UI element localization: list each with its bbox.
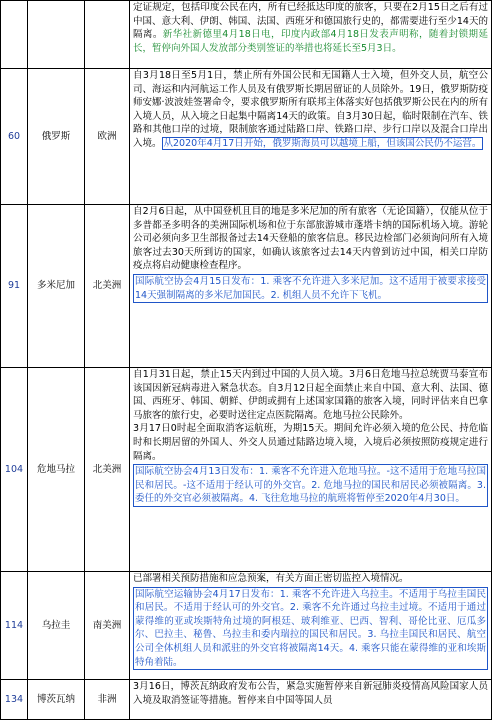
policy-content — [130, 1, 492, 69]
country-name: 乌拉圭 — [28, 572, 85, 680]
policy-content — [130, 69, 492, 205]
region-name: 欧洲 — [85, 69, 130, 205]
region-name: 北美洲 — [85, 205, 130, 368]
country-name — [28, 1, 85, 69]
row-number: 104 — [1, 368, 28, 572]
highlighted-update: 从2020年4月17日开始，俄罗斯海员可以越境上船，但该国公民仍不运营。 — [163, 137, 482, 149]
policy-text: 自1月31日起，禁止15天内到过中国的人员入境。3月6日危地马拉总统贾马泰宣布该国因新冠病毒进入紧急状态。自3月12日起全面禁止来自中国、意大利、法国、德国、西班牙、韩国、朝鲜、伊朗或拥有上述国家国籍的旅客入境，同时评估来自巴拿马旅客的旅行史，必要时送往定点医院隔离。危地马拉公民除外。 — [133, 369, 488, 421]
row-number: 134 — [1, 680, 28, 720]
policy-text: 定证规定，包括印度公民在内，所有已经抵达印度的旅客，只要在2月15日之后有过中国、意大利、伊朗、韩国、法国、西班牙和德国旅行史的，都需要进行至少14天的隔离。新华社新德里4月18日电，印度内政部4月18日发表声明称，随着封锁期延长，暂停向外国人发放部分类别签证的举措也将延长至5月3日。 — [133, 2, 488, 54]
table-row — [1, 368, 492, 572]
table-row — [1, 680, 492, 720]
policy-text: 3月16日，博茨瓦纳政府发布公告，紧急实施暂停来自新冠肺炎疫情高风险国家人员入境及取消签证等措施。暂停来自中国等国人员 — [133, 681, 488, 706]
policy-text: 自3月18日至5月1日，禁止所有外国公民和无国籍人士入境，但外交人员，航空公司、海运和内河航运工作人员及有俄罗斯长期居留证的人员除外。19日，俄罗斯防疫师安娜·波波娃签署命令，要求俄罗斯所有联邦主体落实好包括俄罗斯公民在内的所有入境人员，从入境之日起集中隔离14天的政策。自3月30日起，临时限制在汽车、铁路和其他口岸的过境，限制旅客通过陆路口岸、铁路口岸、步行口岸以及混合口岸出入境。 从2020年4月17日开始，俄罗斯海员可以越境上船，但该国公民仍不运营。 — [133, 70, 488, 149]
policy-content — [130, 205, 492, 368]
policy-content — [130, 680, 492, 720]
row-number: 91 — [1, 205, 28, 368]
iata-notice: 国际航空协会4月13日发布：1. 乘客不允许进入危地马拉。-这不适用于危地马拉国民和居民。-这不适用于经认可的外交官。2. 危地马拉的国民和居民必须被隔离。3. 委任的外交官必须被隔离。4. 飞往危地马拉的航班将暂停至2020年4月30日。 — [133, 464, 488, 507]
news-update-text: 新华社新德里4月18日电，印度内政部4月18日发表声明称，随着封锁期延长，暂停向外国人发放部分类别签证的举措也将延长至5月3日。 — [133, 29, 488, 54]
policy-text: 已部署相关预防措施和应急预案，有关方面正密切监控入境情况。 — [133, 573, 409, 584]
region-name: 北美洲 — [85, 368, 130, 572]
country-name: 多米尼加 — [28, 205, 85, 368]
row-number: 60 — [1, 69, 28, 205]
iata-notice: 国际航空运输协会4月17日发布：1. 乘客不允许进入乌拉圭。不适用于乌拉圭国民和居民。不适用于经认可的外交官。2. 乘客不允许通过乌拉圭过境。不适用于通过蒙得维的亚或埃斯特角过境的阿根廷、玻利维亚、巴西、智利、哥伦比亚、厄瓜多尔、巴拉圭、秘鲁、乌拉圭和委内瑞拉的国民和居民。3. 乌拉圭国民和居民、航空公司全体机组人员和派驻的外交官将被隔离14天。4. 乘客只能在蒙得维的亚和埃斯特角着陆。 — [133, 587, 488, 671]
policy-content — [130, 572, 492, 680]
country-name: 危地马拉 — [28, 368, 85, 572]
row-number: 114 — [1, 572, 28, 680]
table-row — [1, 205, 492, 368]
region-name: 南美洲 — [85, 572, 130, 680]
row-number — [1, 1, 28, 69]
iata-notice: 国际航空协会4月15日发布：1. 乘客不允许进入多米尼加。这不适用于被要求接受14天强制隔离的多米尼加国民。2. 机组人员不允许下飞机。 — [133, 274, 488, 303]
region-name — [85, 1, 130, 69]
country-name: 俄罗斯 — [28, 69, 85, 205]
policy-text: 3月17日0时起全面取消客运航班，为期15天。期间允许必须入境的危公民、持危临时和长期居留的外国人、外交人员通过陆路边境入境，入境后必须按照防疫规定进行隔离。 — [133, 423, 488, 462]
table-row — [1, 69, 492, 205]
region-name: 非洲 — [85, 680, 130, 720]
policy-text: 自2月6日起，从中国登机且目的地是多米尼加的所有旅客（无论国籍），仅能从位于多普都圣多明各的美洲国际机场和位于东部旅游城市蓬塔卡纳的国际机场入境。游轮公司必须向多卫生部报备过去14天登船的旅客信息。移民边检部门必须询问所有入境旅客过去30天所到访的国家，如确认该旅客过去14天内曾到访过中国，相关口岸防疫点将启动健康检查程序。 — [133, 206, 488, 272]
table-row — [1, 1, 492, 69]
policy-content — [130, 368, 492, 572]
country-name: 博茨瓦纳 — [28, 680, 85, 720]
table-row — [1, 572, 492, 680]
